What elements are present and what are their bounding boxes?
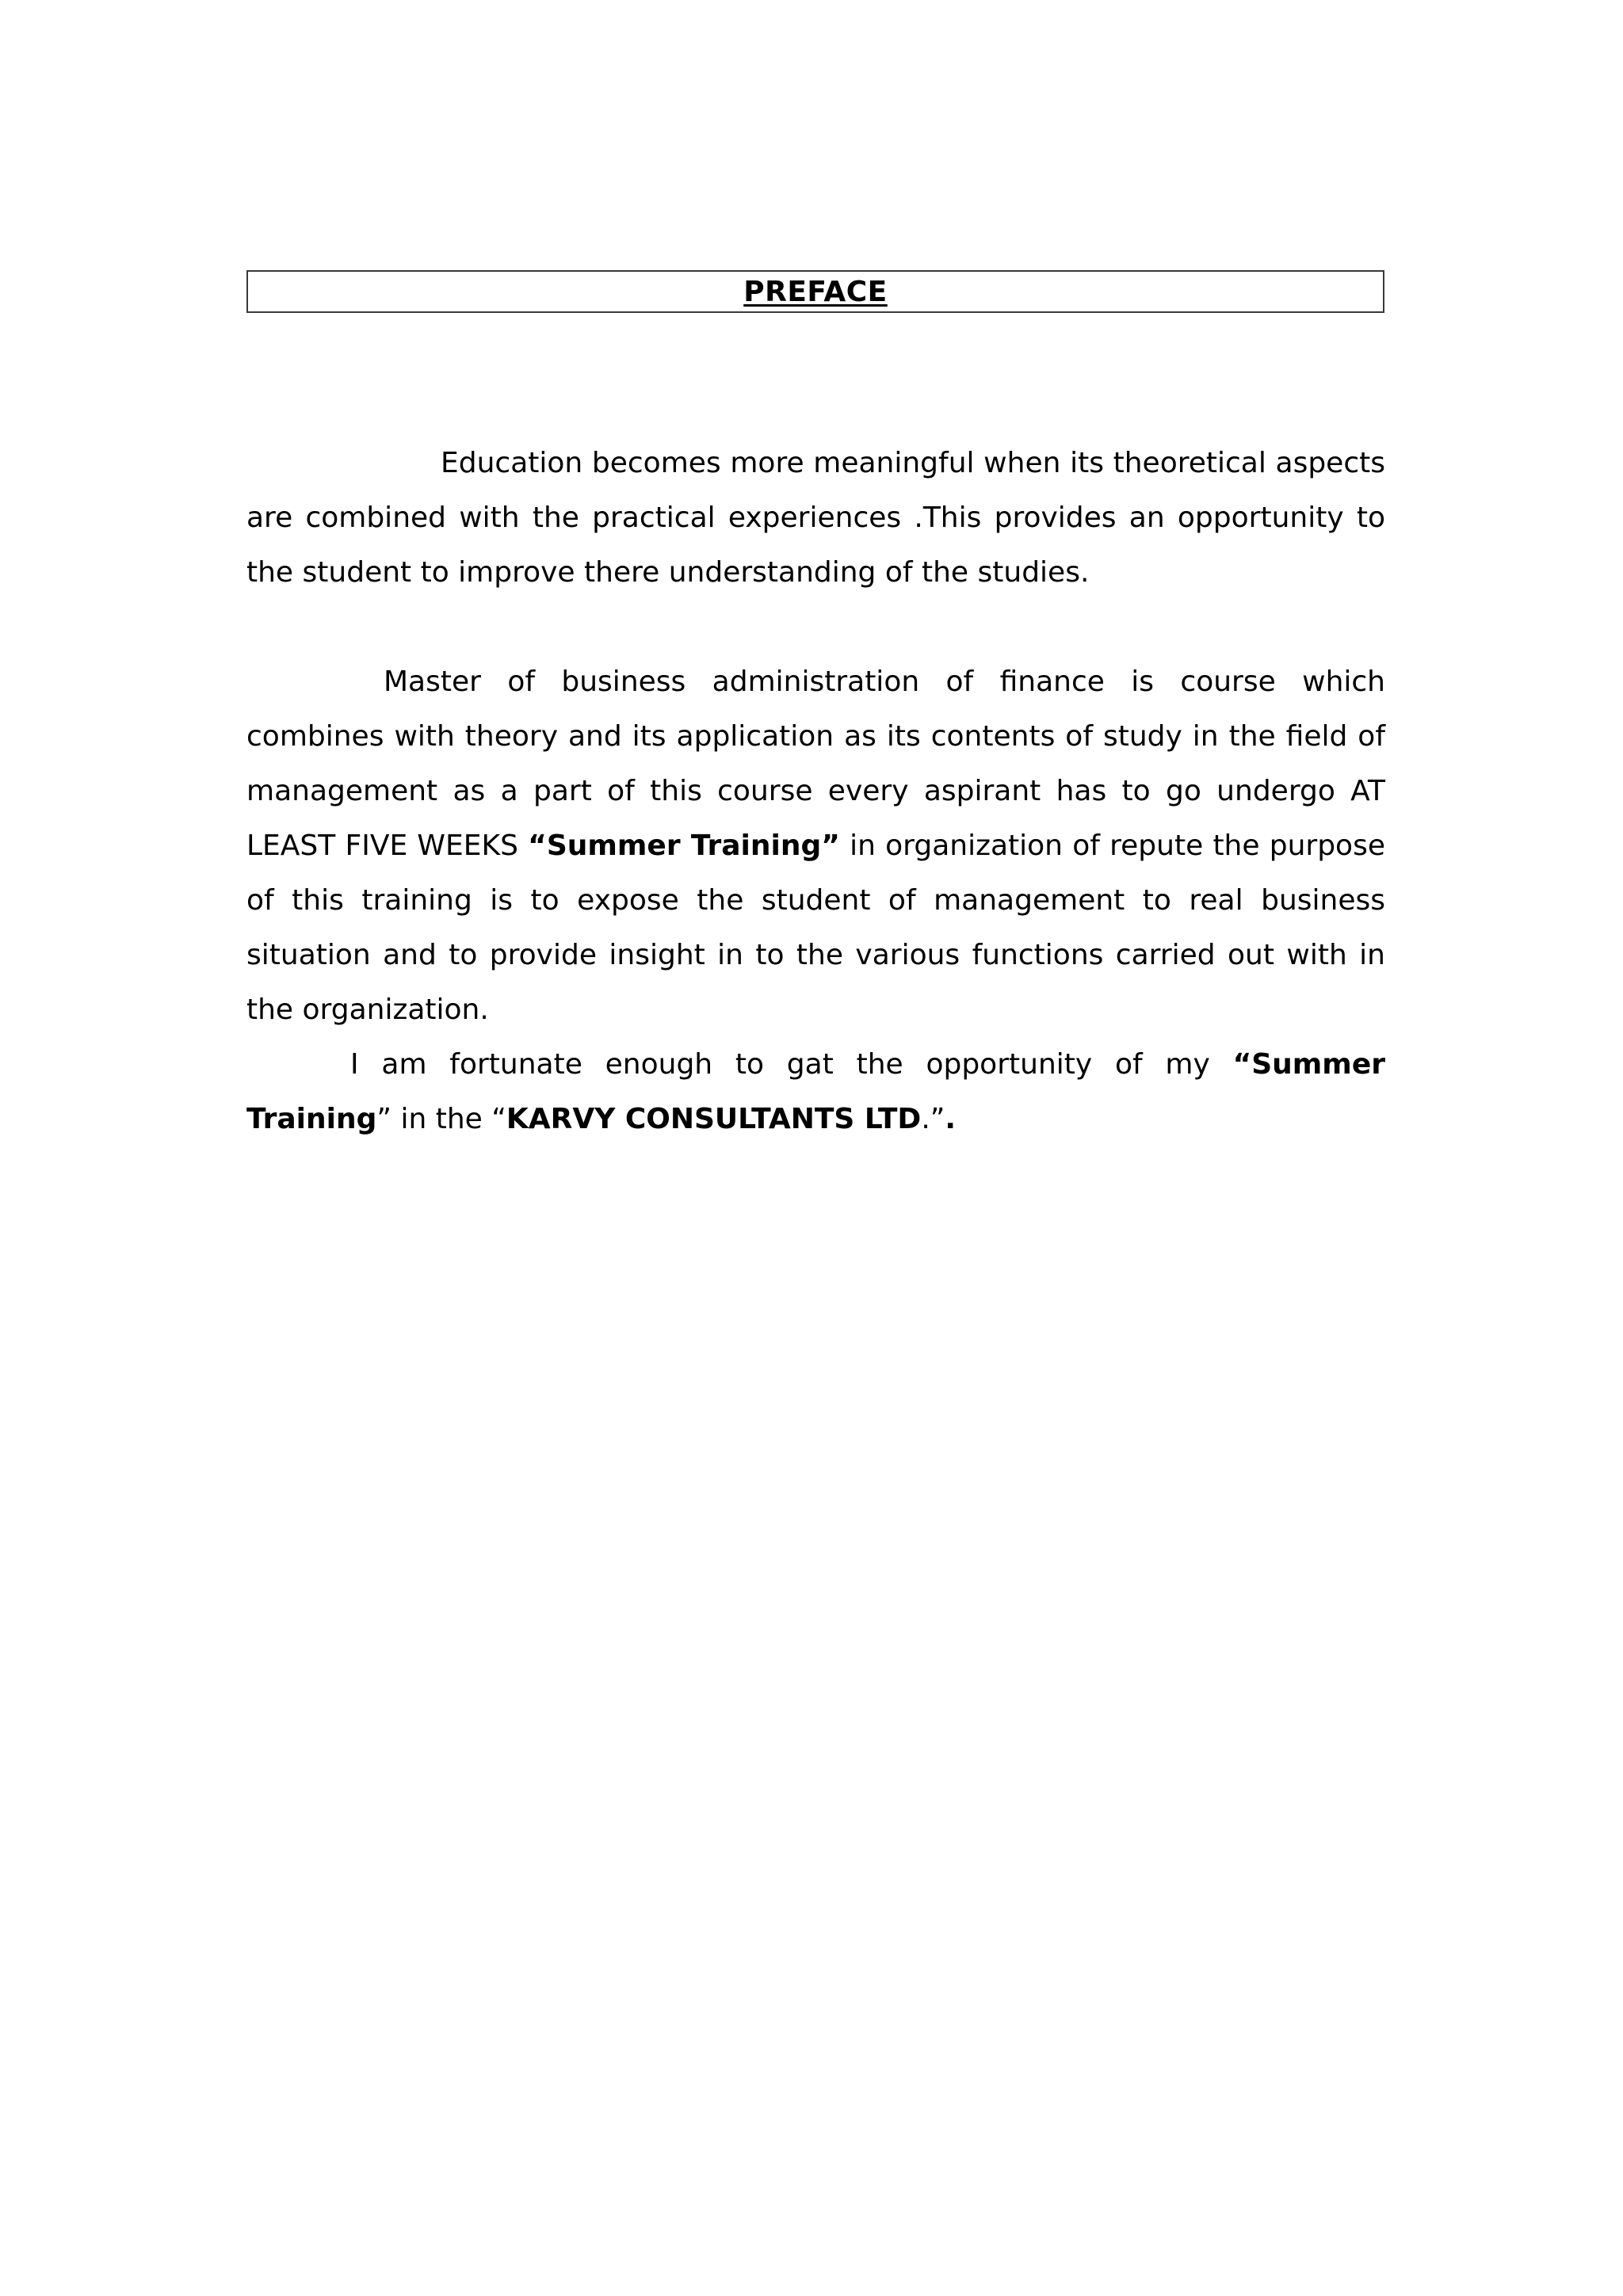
paragraph-education <box>246 436 1385 600</box>
paragraph-text: in organization of repute the purpose of this training is to expose the student of management to real business situation and to provide insight in to the various functions carried out with in the organization. <box>246 830 1385 1026</box>
title-box <box>246 270 1384 313</box>
paragraph-text: Master of business administration of finance is course which combines with theory and its application as its contents of study in the field of management as a part of this course every aspirant has to go undergo AT LEAST FIVE WEEKS <box>246 666 1385 862</box>
bold-phrase-summer-training: “Summer Training” <box>528 830 840 862</box>
bold-phrase-summer-training: “Summer Training <box>246 1048 1385 1135</box>
paragraph-text: I am fortunate enough to gat the opportunity of my <box>350 1048 1233 1081</box>
paragraph-text: .” <box>921 1103 945 1135</box>
paragraph-mba-course <box>246 654 1385 1037</box>
page-title: PREFACE <box>743 275 888 308</box>
paragraph-text: ” in the “ <box>376 1103 506 1135</box>
bold-period: . <box>945 1103 957 1135</box>
bold-company-name: KARVY CONSULTANTS LTD <box>506 1103 922 1135</box>
paragraph-fortunate <box>246 1037 1385 1146</box>
paragraph-text: Education becomes more meaningful when its theoretical aspects are combined with the practical experiences .This provides an opportunity to the student to improve there understanding of the studies. <box>246 447 1385 589</box>
